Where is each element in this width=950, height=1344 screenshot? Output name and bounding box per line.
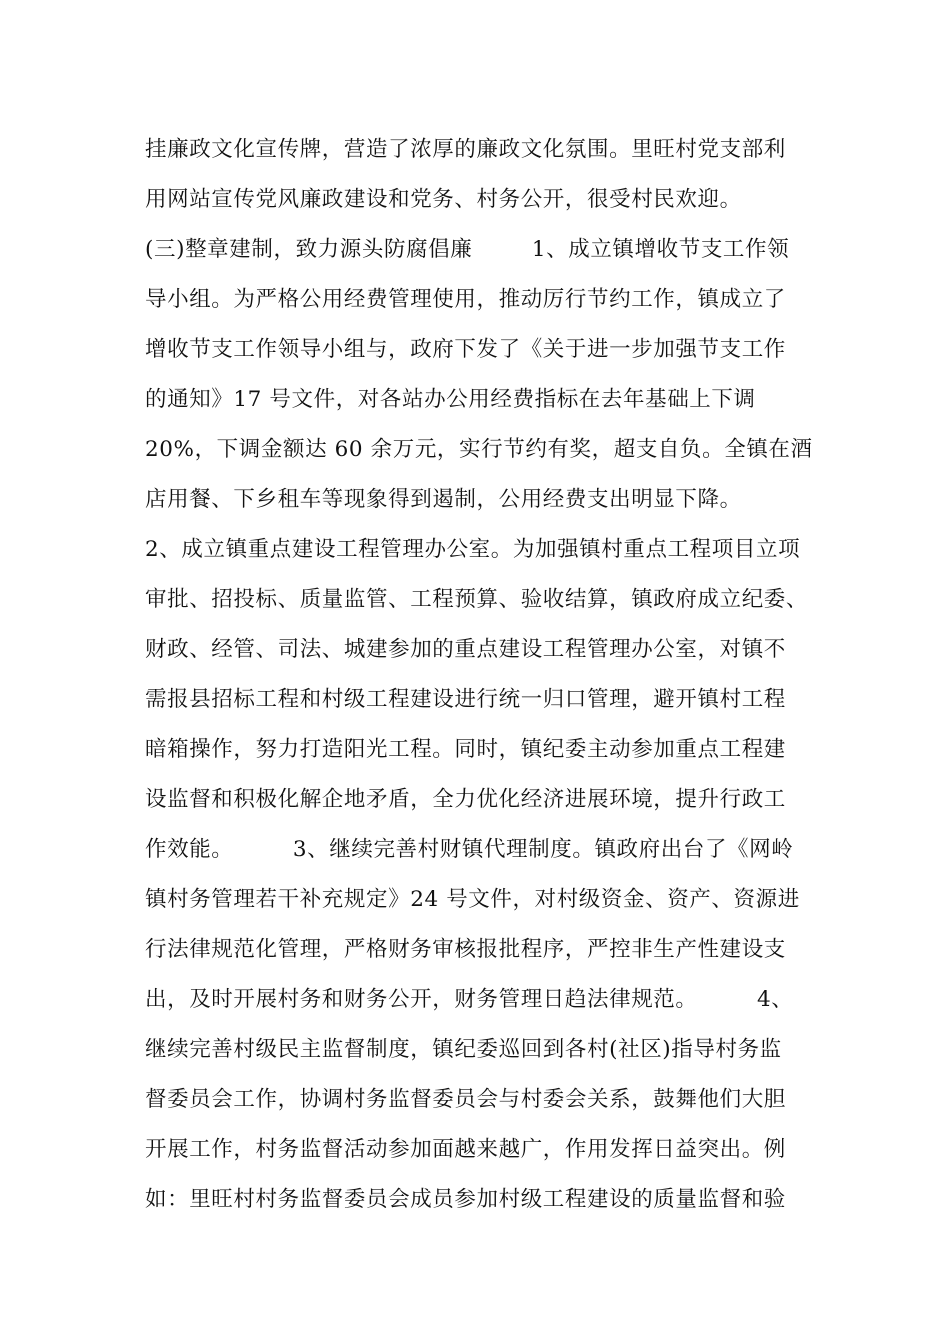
- text-line: 设监督和积极化解企地矛盾，全力优化经济进展环境，提升行政工: [145, 787, 786, 812]
- text-line: 导小组。为严格公用经费管理使用，推动厉行节约工作，镇成立了: [145, 287, 786, 312]
- text-line: 暗箱操作，努力打造阳光工程。同时，镇纪委主动参加重点工程建: [145, 737, 786, 762]
- text-line: 店用餐、下乡租车等现象得到遏制，公用经费支出明显下降。: [145, 487, 742, 512]
- text-line: 20%，下调金额达 60 余万元，实行节约有奖，超支自负。全镇在酒: [145, 437, 813, 462]
- text-line: 审批、招投标、质量监管、工程预算、验收结算，镇政府成立纪委、: [145, 587, 809, 612]
- text-line: 开展工作，村务监督活动参加面越来越广，作用发挥日益突出。例: [145, 1137, 786, 1162]
- text-line: 出，及时开展村务和财务公开，财务管理日趋法律规范。 4、: [145, 987, 794, 1012]
- text-line: 作效能。 3、继续完善村财镇代理制度。镇政府出台了《网岭: [145, 837, 794, 862]
- text-line: 行法律规范化管理，严格财务审核报批程序，严控非生产性建设支: [145, 937, 786, 962]
- text-line: 镇村务管理若干补充规定》24 号文件，对村级资金、资产、资源进: [145, 887, 800, 912]
- text-line: 挂廉政文化宣传牌，营造了浓厚的廉政文化氛围。里旺村党支部利: [145, 137, 786, 162]
- text-line: 的通知》17 号文件，对各站办公用经费指标在去年基础上下调: [145, 387, 756, 412]
- text-line: 用网站宣传党风廉政建设和党务、村务公开，很受村民欢迎。: [145, 187, 742, 212]
- text-line: (三)整章建制，致力源头防腐倡廉 1、成立镇增收节支工作领: [145, 237, 790, 262]
- body-text: [145, 132, 815, 1232]
- text-line: 增收节支工作领导小组与，政府下发了《关于进一步加强节支工作: [145, 337, 786, 362]
- text-line: 督委员会工作，协调村务监督委员会与村委会关系，鼓舞他们大胆: [145, 1087, 786, 1112]
- text-line: 继续完善村级民主监督制度，镇纪委巡回到各村(社区)指导村务监: [145, 1037, 782, 1062]
- text-line: 如：里旺村村务监督委员会成员参加村级工程建设的质量监督和验: [145, 1187, 786, 1212]
- text-line: 财政、经管、司法、城建参加的重点建设工程管理办公室，对镇不: [145, 637, 786, 662]
- text-line: 需报县招标工程和村级工程建设进行统一归口管理，避开镇村工程: [145, 687, 786, 712]
- text-line: 2、成立镇重点建设工程管理办公室。为加强镇村重点工程项目立项: [145, 537, 801, 562]
